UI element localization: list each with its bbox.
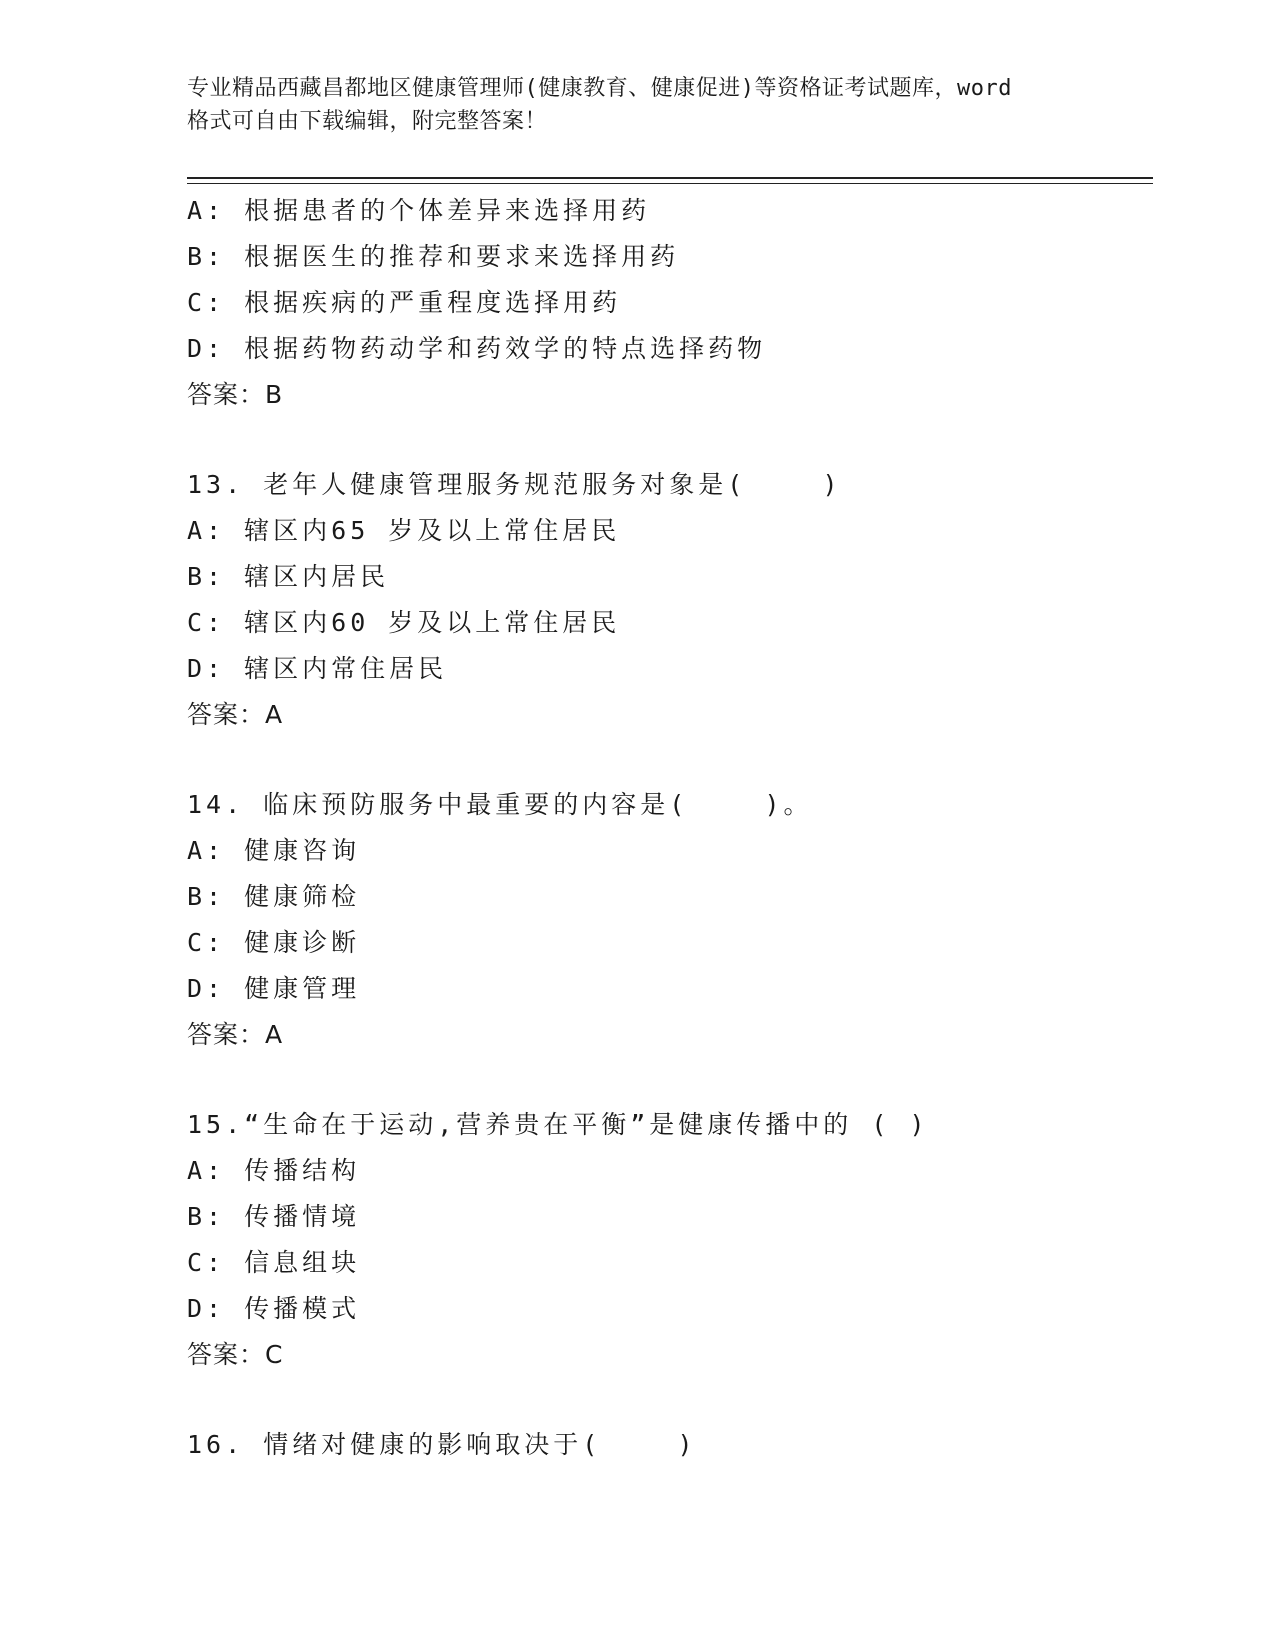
question-text: 14. 临床预防服务中最重要的内容是( )。 (187, 790, 813, 819)
option-c: C: 根据疾病的严重程度选择用药 (187, 288, 622, 317)
option-b: B: 辖区内居民 (187, 562, 390, 591)
document-header (187, 72, 1087, 138)
header-divider-thin (187, 183, 1153, 184)
option-d: D: 根据药物药动学和药效学的特点选择药物 (187, 334, 767, 363)
option-b: B: 传播情境 (187, 1202, 361, 1231)
question-14 (187, 782, 1153, 1058)
answer: 答案：B (187, 380, 284, 409)
answer: 答案：C (187, 1340, 284, 1369)
question-text: 13. 老年人健康管理服务规范服务对象是( ) (187, 470, 842, 499)
question-text: 15.“生命在于运动,营养贵在平衡”是健康传播中的 ( ) (187, 1110, 929, 1139)
option-a: A: 根据患者的个体差异来选择用药 (187, 196, 651, 225)
question-15 (187, 1102, 1153, 1378)
question-16 (187, 1422, 1153, 1468)
header-line-1: 专业精品西藏昌都地区健康管理师(健康教育、健康促进)等资格证考试题库，word (187, 76, 1012, 101)
question-list (187, 188, 1153, 1468)
option-d: D: 辖区内常住居民 (187, 654, 448, 683)
answer: 答案：A (187, 1020, 284, 1049)
option-a: A: 辖区内65 岁及以上常住居民 (187, 516, 621, 545)
header-line-2: 格式可自由下载编辑，附完整答案！ (187, 109, 548, 134)
option-c: C: 健康诊断 (187, 928, 361, 957)
header-divider-thick (187, 177, 1153, 179)
question-text: 16. 情绪对健康的影响取决于( ) (187, 1430, 697, 1459)
answer: 答案：A (187, 700, 284, 729)
option-a: A: 健康咨询 (187, 836, 361, 865)
option-d: D: 健康管理 (187, 974, 361, 1003)
option-a: A: 传播结构 (187, 1156, 361, 1185)
option-b: B: 根据医生的推荐和要求来选择用药 (187, 242, 680, 271)
question-13 (187, 462, 1153, 738)
option-d: D: 传播模式 (187, 1294, 361, 1323)
option-c: C: 信息组块 (187, 1248, 361, 1277)
question-12-continued (187, 188, 1153, 418)
option-c: C: 辖区内60 岁及以上常住居民 (187, 608, 621, 637)
option-b: B: 健康筛检 (187, 882, 361, 911)
